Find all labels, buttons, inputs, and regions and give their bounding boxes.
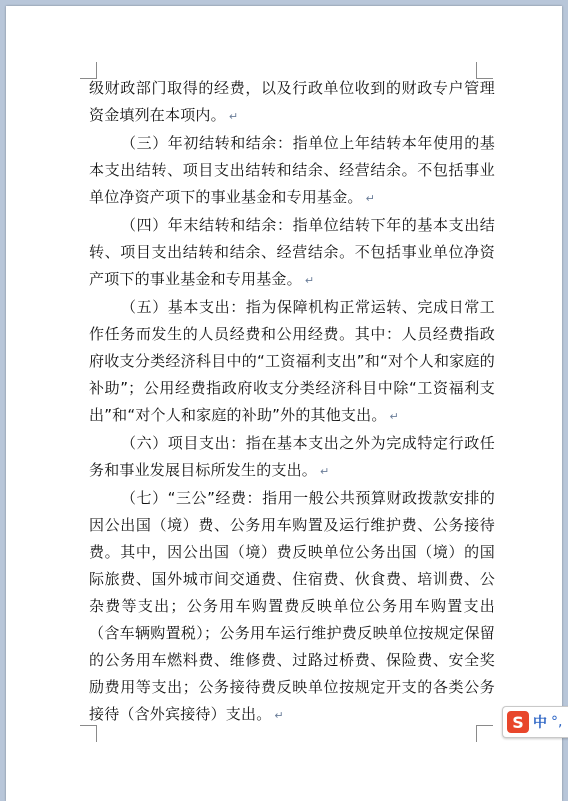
- paragraph-6-text: （七）“三公”经费：指用一般公共预算财政拨款安排的因公出国（境）费、公务用车购置及运行维护费、公务接待费。其中，因公出国（境）费反映单位公务出国（境）的国际旅费、国外城市间交通费、住宿费、伙食费、培训费、公杂费等支出；公务用车购置费反映单位公务用车购置支出（含车辆购置税）；公务用车运行维护费反映单位按规定保留的公务用车燃料费、维修费、过路过桥费、保险费、安全奖励费用等支出；公务接待费反映单位按规定开支的各类公务接待（含外宾接待）支出。: [89, 489, 495, 723]
- paragraph-5-text: （六）项目支出：指在基本支出之外为完成特定行政任务和事业发展目标所发生的支出。: [89, 434, 495, 479]
- paragraph-4[interactable]: [89, 294, 495, 430]
- ime-mode-toggle[interactable]: 中: [533, 715, 547, 731]
- sogou-logo-icon[interactable]: S: [507, 711, 529, 733]
- paragraph-4-text: （五）基本支出：指为保障机构正常运转、完成日常工作任务而发生的人员经费和公用经费。其中：人员经费指政府收支分类经济科目中的“工资福利支出”和“对个人和家庭的补助”；公用经费指政府收支分类经济科目中除“工资福利支出”和“对个人和家庭的补助”外的其他支出。: [89, 298, 495, 424]
- document-page[interactable]: [6, 6, 562, 801]
- paragraph-mark-icon: ↵: [228, 110, 239, 123]
- paragraph-mark-icon: ↵: [389, 410, 399, 423]
- ime-punctuation-toggle[interactable]: °,: [551, 714, 563, 730]
- document-body[interactable]: [89, 75, 495, 729]
- ime-toolbar[interactable]: [502, 706, 568, 738]
- paragraph-3-text: （四）年末结转和结余：指单位结转下年的基本支出结转、项目支出结转和结余、经营结余。不包括事业单位净资产项下的事业基金和专用基金。: [89, 216, 495, 288]
- paragraph-1[interactable]: [89, 75, 495, 130]
- paragraph-3[interactable]: [89, 212, 495, 294]
- paragraph-mark-icon: ↵: [304, 274, 315, 287]
- paragraph-5[interactable]: [89, 430, 495, 485]
- paragraph-mark-icon: ↵: [274, 709, 284, 722]
- paragraph-6[interactable]: [89, 485, 495, 729]
- paragraph-mark-icon: ↵: [365, 192, 376, 205]
- paragraph-2-text: （三）年初结转和结余：指单位上年结转本年使用的基本支出结转、项目支出结转和结余、经营结余。不包括事业单位净资产项下的事业基金和专用基金。: [89, 134, 495, 206]
- paragraph-2[interactable]: [89, 130, 495, 212]
- paragraph-mark-icon: ↵: [320, 465, 330, 478]
- paragraph-1-text: 级财政部门取得的经费，以及行政单位收到的财政专户管理资金填列在本项内。: [89, 79, 495, 124]
